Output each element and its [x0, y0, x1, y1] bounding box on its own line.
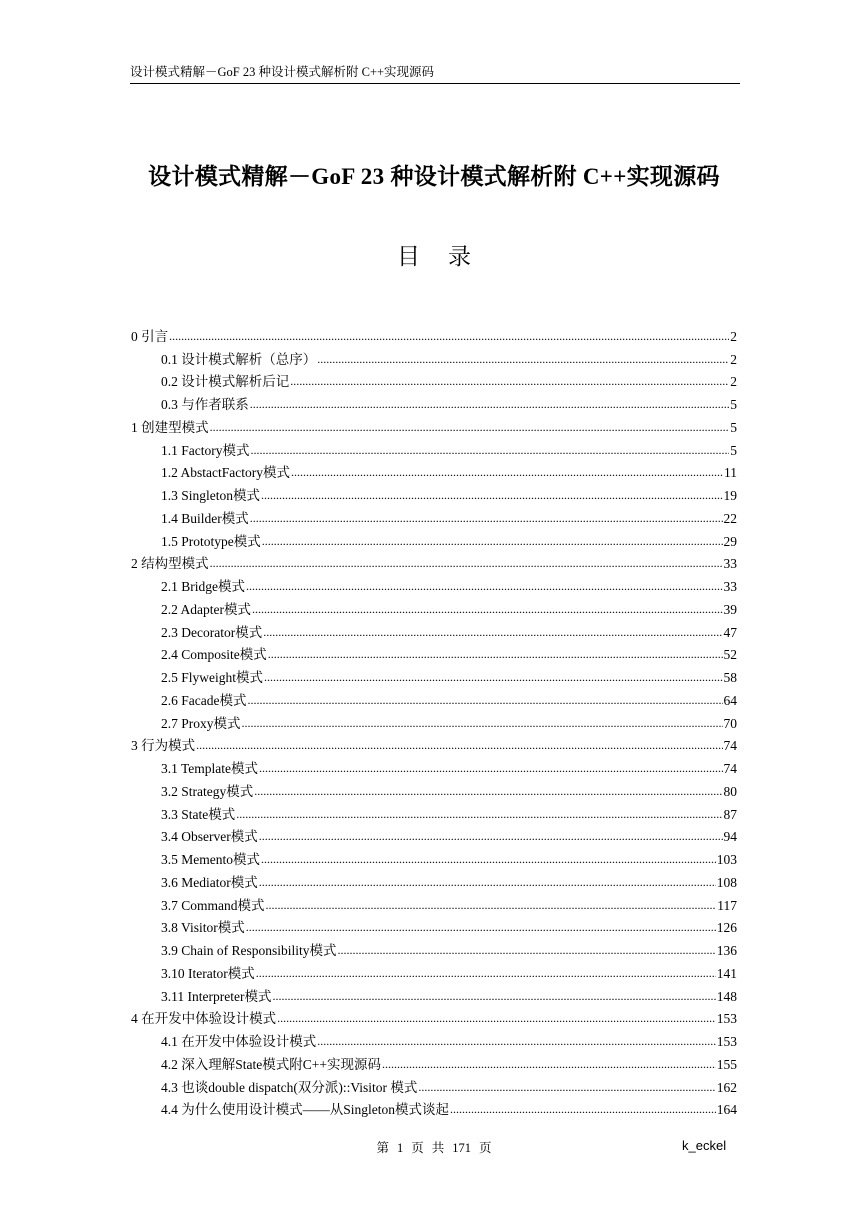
toc-entry-label: 1 创建型模式: [131, 419, 209, 435]
toc-entry[interactable]: [131, 527, 737, 550]
toc-entry[interactable]: [131, 1005, 737, 1028]
dot-leader: [277, 1011, 716, 1027]
toc-entry-page-number: 164: [716, 1102, 737, 1118]
dot-leader: [259, 761, 722, 777]
dot-leader: [251, 443, 730, 459]
toc-entry[interactable]: [131, 572, 737, 595]
table-of-contents: [131, 322, 737, 1118]
dot-leader: [259, 875, 716, 891]
toc-entry-label: 2.4 Composite模式: [161, 647, 267, 663]
toc-entry-page-number: 80: [723, 783, 737, 799]
toc-entry-page-number: 155: [716, 1056, 737, 1072]
toc-entry-label: 3.1 Template模式: [161, 761, 259, 776]
toc-entry-page-number: 58: [723, 670, 737, 685]
dot-leader: [169, 329, 729, 345]
toc-entry-label: 3 行为模式: [131, 738, 196, 754]
toc-entry[interactable]: [131, 936, 737, 959]
toc-entry-label: 4 在开发中体验设计模式: [131, 1011, 277, 1027]
dot-leader: [261, 852, 716, 868]
toc-entry-page-number: 19: [723, 488, 737, 503]
dot-leader: [272, 989, 715, 1005]
page-number: 1: [396, 1141, 404, 1155]
toc-entry[interactable]: [131, 595, 737, 618]
dot-leader: [210, 556, 723, 572]
toc-entry-label: 2.3 Decorator模式: [161, 624, 263, 640]
toc-entry[interactable]: [131, 413, 737, 436]
toc-entry-page-number: 87: [723, 806, 737, 822]
toc-entry-label: 4.2 深入理解State模式附C++实现源码: [161, 1056, 381, 1072]
toc-entry[interactable]: [131, 732, 737, 755]
toc-entry-label: 3.9 Chain of Responsibility模式: [161, 943, 337, 958]
toc-entry-label: 3.4 Observer模式: [161, 829, 258, 845]
toc-entry-page-number: 70: [723, 715, 737, 731]
toc-entry-page-number: 153: [716, 1011, 737, 1027]
toc-entry-label: 0.2 设计模式解析后记: [161, 374, 290, 390]
dot-leader: [242, 716, 723, 732]
toc-entry[interactable]: [131, 368, 737, 391]
toc-entry-page-number: 141: [716, 965, 737, 981]
toc-entry[interactable]: [131, 686, 737, 709]
toc-entry-page-number: 5: [730, 442, 737, 458]
toc-entry-label: 2 结构型模式: [131, 556, 209, 572]
toc-entry-label: 2.1 Bridge模式: [161, 579, 245, 594]
dot-leader: [418, 1080, 715, 1096]
dot-leader: [236, 807, 722, 823]
author-name: k_eckel: [682, 1138, 727, 1153]
dot-leader: [250, 511, 723, 527]
toc-entry[interactable]: [131, 322, 737, 345]
dot-leader: [250, 397, 730, 413]
toc-entry-page-number: 33: [723, 556, 737, 572]
dot-leader: [246, 579, 723, 595]
toc-entry[interactable]: [131, 504, 737, 527]
toc-entry-page-number: 94: [723, 829, 737, 845]
running-header: 设计模式精解－GoF 23 种设计模式解析附 C++实现源码: [130, 62, 740, 84]
dot-leader: [256, 966, 716, 982]
toc-entry-label: 0.3 与作者联系: [161, 397, 249, 412]
toc-entry-label: 2.7 Proxy模式: [161, 715, 241, 731]
toc-entry-label: 3.6 Mediator模式: [161, 874, 258, 890]
toc-entry[interactable]: [131, 1096, 737, 1119]
toc-entry[interactable]: [131, 982, 737, 1005]
toc-entry[interactable]: [131, 663, 737, 686]
toc-entry-page-number: 5: [730, 397, 737, 412]
dot-leader: [196, 738, 722, 754]
dot-leader: [338, 943, 716, 959]
toc-entry[interactable]: [131, 845, 737, 868]
page-number-info: [0, 1138, 868, 1156]
toc-entry[interactable]: [131, 436, 737, 459]
toc-entry[interactable]: [131, 754, 737, 777]
toc-entry-label: 2.6 Facade模式: [161, 692, 247, 708]
toc-entry-page-number: 22: [723, 510, 737, 526]
toc-entry-label: 0 引言: [131, 328, 169, 344]
toc-entry[interactable]: [131, 800, 737, 823]
toc-entry-page-number: 33: [723, 579, 737, 594]
toc-entry-page-number: 74: [723, 761, 737, 776]
toc-entry-label: 3.3 State模式: [161, 806, 236, 822]
toc-entry-page-number: 64: [723, 692, 737, 708]
toc-entry-page-number: 117: [717, 897, 737, 913]
dot-leader: [210, 420, 730, 436]
toc-entry[interactable]: [131, 959, 737, 982]
dot-leader: [263, 625, 722, 641]
dot-leader: [261, 488, 722, 504]
toc-heading-char-1: 目: [397, 244, 420, 269]
toc-entry-page-number: 2: [730, 328, 737, 344]
dot-leader: [266, 898, 717, 914]
toc-entry-label: 3.7 Command模式: [161, 897, 265, 913]
toc-entry[interactable]: [131, 390, 737, 413]
page-prefix: 第: [376, 1141, 389, 1155]
toc-entry-label: 2.5 Flyweight模式: [161, 670, 264, 685]
toc-entry[interactable]: [131, 1027, 737, 1050]
toc-entry-label: 3.11 Interpreter模式: [161, 988, 272, 1004]
toc-entry-label: 2.2 Adapter模式: [161, 601, 251, 617]
toc-heading-char-2: 录: [448, 244, 471, 269]
toc-heading: [0, 238, 868, 271]
toc-entry-label: 3.10 Iterator模式: [161, 965, 255, 981]
toc-entry-page-number: 153: [716, 1034, 737, 1049]
toc-entry-label: 1.5 Prototype模式: [161, 533, 261, 549]
toc-entry-page-number: 52: [723, 647, 737, 663]
toc-entry[interactable]: [131, 345, 737, 368]
toc-entry-page-number: 108: [716, 874, 737, 890]
dot-leader: [317, 1034, 716, 1050]
dot-leader: [291, 465, 723, 481]
toc-entry-label: 4.3 也谈double dispatch(双分派)::Visitor 模式: [161, 1079, 418, 1095]
toc-entry-page-number: 29: [723, 533, 737, 549]
toc-entry-page-number: 2: [730, 374, 737, 390]
toc-entry[interactable]: [131, 868, 737, 891]
dot-leader: [382, 1057, 716, 1073]
dot-leader: [268, 647, 723, 663]
toc-entry-page-number: 148: [716, 988, 737, 1004]
toc-entry[interactable]: [131, 481, 737, 504]
toc-entry[interactable]: [131, 1073, 737, 1096]
toc-entry[interactable]: [131, 1050, 737, 1073]
toc-entry[interactable]: [131, 618, 737, 641]
dot-leader: [246, 920, 716, 936]
toc-entry-label: 3.5 Memento模式: [161, 852, 260, 867]
toc-entry-label: 4.4 为什么使用设计模式——从Singleton模式谈起: [161, 1102, 450, 1118]
toc-entry-page-number: 11: [724, 465, 737, 481]
total-pages: 171: [452, 1141, 472, 1155]
toc-entry-label: 1.2 AbstactFactory模式: [161, 465, 290, 481]
toc-entry-label: 4.1 在开发中体验设计模式: [161, 1034, 317, 1049]
dot-leader: [317, 352, 729, 368]
toc-entry[interactable]: [131, 891, 737, 914]
dot-leader: [247, 693, 722, 709]
toc-entry-page-number: 74: [723, 738, 737, 754]
dot-leader: [450, 1102, 716, 1118]
toc-entry-label: 1.1 Factory模式: [161, 442, 250, 458]
toc-entry-page-number: 5: [730, 419, 737, 435]
toc-entry-label: 0.1 设计模式解析（总序）: [161, 351, 317, 367]
toc-entry[interactable]: [131, 709, 737, 732]
toc-entry[interactable]: [131, 550, 737, 573]
dot-leader: [264, 670, 722, 686]
toc-entry-label: 3.8 Visitor模式: [161, 920, 245, 936]
toc-entry-label: 1.4 Builder模式: [161, 510, 249, 526]
toc-entry-page-number: 136: [716, 943, 737, 958]
toc-entry-page-number: 2: [730, 351, 737, 367]
page-mid-2: 共: [431, 1141, 445, 1155]
toc-entry-page-number: 39: [723, 601, 737, 617]
toc-entry-page-number: 126: [716, 920, 737, 936]
toc-entry[interactable]: [131, 459, 737, 482]
dot-leader: [252, 602, 723, 618]
dot-leader: [290, 374, 729, 390]
toc-entry-label: 3.2 Strategy模式: [161, 783, 254, 799]
toc-entry-label: 1.3 Singleton模式: [161, 488, 261, 503]
toc-entry[interactable]: [131, 641, 737, 664]
toc-entry[interactable]: [131, 777, 737, 800]
page-suffix: 页: [479, 1141, 492, 1155]
page-mid-1: 页: [411, 1141, 424, 1155]
document-title: 设计模式精解－GoF 23 种设计模式解析附 C++实现源码: [148, 164, 720, 189]
toc-entry-page-number: 162: [716, 1079, 737, 1095]
dot-leader: [259, 829, 723, 845]
toc-entry-page-number: 47: [723, 624, 737, 640]
dot-leader: [254, 784, 722, 800]
toc-entry[interactable]: [131, 823, 737, 846]
dot-leader: [262, 534, 723, 550]
toc-entry-page-number: 103: [716, 852, 737, 867]
toc-entry[interactable]: [131, 914, 737, 937]
